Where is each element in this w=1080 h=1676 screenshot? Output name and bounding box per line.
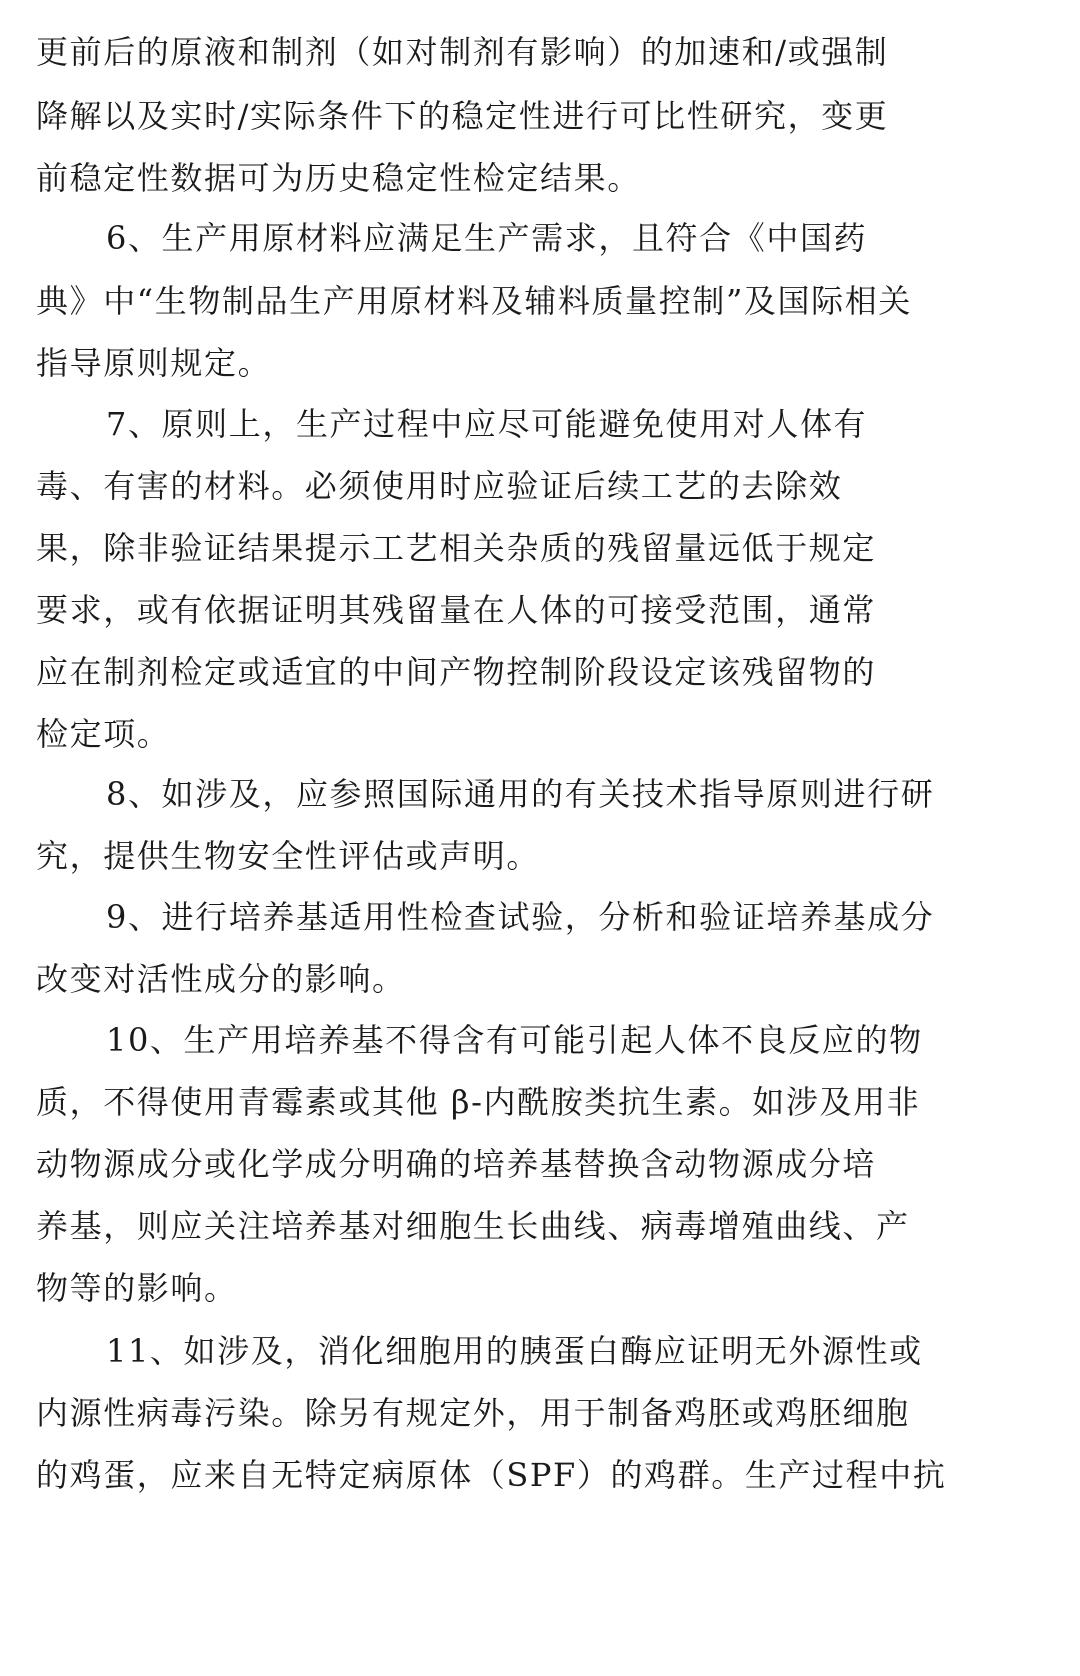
text-line: 9、进行培养基适用性检查试验，分析和验证培养基成分	[106, 898, 935, 936]
text-line: 10、生产用培养基不得含有可能引起人体不良反应的物	[106, 1021, 923, 1059]
text-line: 要求，或有依据证明其残留量在人体的可接受范围，通常	[36, 591, 877, 629]
text-line: 物等的影响。	[36, 1269, 238, 1307]
text-line: 究，提供生物安全性评估或声明。	[36, 837, 541, 875]
text-line: 质，不得使用青霉素或其他 β-内酰胺类抗生素。如涉及用非	[36, 1083, 921, 1121]
text-line: 内源性病毒污染。除另有规定外，用于制备鸡胚或鸡胚细胞	[36, 1394, 910, 1432]
text-line: 果，除非验证结果提示工艺相关杂质的残留量远低于规定	[36, 529, 877, 567]
text-line: 的鸡蛋，应来自无特定病原体（SPF）的鸡群。生产过程中抗	[36, 1456, 947, 1494]
text-line: 11、如涉及，消化细胞用的胰蛋白酶应证明无外源性或	[106, 1332, 923, 1370]
text-line: 应在制剂检定或适宜的中间产物控制阶段设定该残留物的	[36, 653, 877, 691]
text-line: 降解以及实时/实际条件下的稳定性进行可比性研究，变更	[36, 97, 889, 135]
text-line: 7、原则上，生产过程中应尽可能避免使用对人体有	[106, 405, 868, 443]
text-line: 养基，则应关注培养基对细胞生长曲线、病毒增殖曲线、产	[36, 1207, 910, 1245]
text-line: 6、生产用原材料应满足生产需求，且符合《中国药	[106, 219, 868, 257]
text-line: 更前后的原液和制剂（如对制剂有影响）的加速和/或强制	[36, 33, 889, 71]
text-line: 毒、有害的材料。必须使用时应验证后续工艺的去除效	[36, 467, 843, 505]
text-line: 改变对活性成分的影响。	[36, 960, 406, 998]
text-line: 典》中“生物制品生产用原材料及辅料质量控制”及国际相关	[36, 282, 912, 320]
text-line: 指导原则规定。	[36, 344, 272, 382]
text-line: 动物源成分或化学成分明确的培养基替换含动物源成分培	[36, 1145, 877, 1183]
text-line: 检定项。	[36, 715, 171, 753]
text-line: 前稳定性数据可为历史稳定性检定结果。	[36, 159, 641, 197]
text-line: 8、如涉及，应参照国际通用的有关技术指导原则进行研	[106, 775, 935, 813]
